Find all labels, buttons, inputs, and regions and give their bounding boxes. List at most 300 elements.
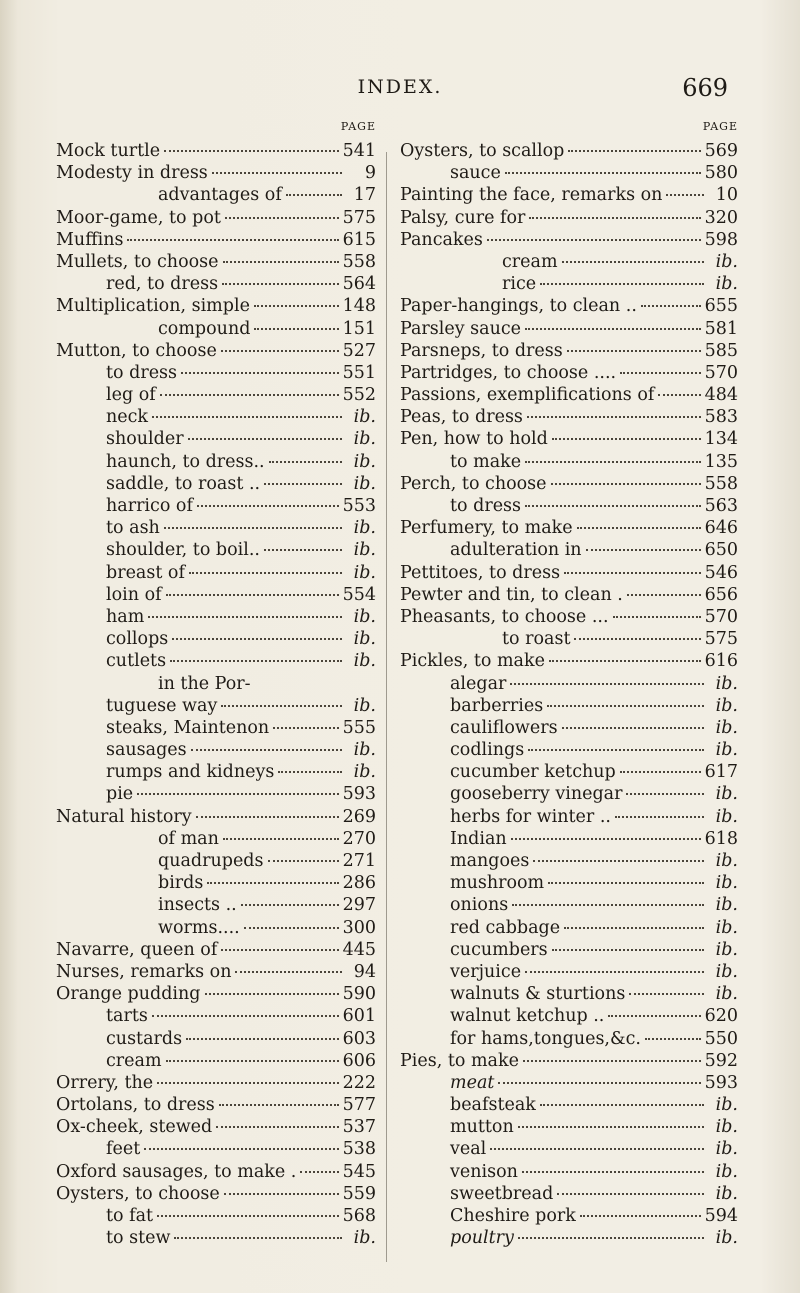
entry-label: Perch, to choose bbox=[400, 473, 547, 494]
entry-page-number: 445 bbox=[342, 939, 376, 960]
index-entry bbox=[56, 939, 376, 961]
entry-label: haunch, to dress.. bbox=[106, 451, 265, 472]
index-entry bbox=[56, 783, 376, 805]
index-entry bbox=[56, 806, 376, 828]
index-entry bbox=[56, 1094, 376, 1116]
entry-page-number: 546 bbox=[704, 562, 738, 583]
dot-leader bbox=[166, 1060, 339, 1062]
entry-page-number: 554 bbox=[342, 584, 376, 605]
entry-page-number: 592 bbox=[704, 1050, 738, 1071]
entry-label: neck bbox=[106, 407, 149, 428]
entry-label: walnuts & sturtions bbox=[450, 984, 626, 1005]
entry-page-number: 575 bbox=[342, 207, 376, 228]
index-entry bbox=[56, 318, 376, 340]
entry-page-number: 148 bbox=[342, 296, 376, 317]
dot-leader bbox=[512, 904, 704, 906]
dot-leader bbox=[627, 594, 701, 596]
index-entry bbox=[400, 562, 738, 584]
dot-leader bbox=[254, 305, 339, 307]
index-entry bbox=[56, 140, 376, 162]
index-entry bbox=[400, 961, 738, 983]
entry-label: verjuice bbox=[450, 961, 522, 982]
dot-leader bbox=[620, 372, 701, 374]
entry-label: ham bbox=[106, 606, 145, 627]
dot-leader bbox=[235, 971, 342, 973]
entry-label: venison bbox=[450, 1161, 518, 1182]
dot-leader bbox=[608, 1015, 700, 1017]
entry-label: to fat bbox=[106, 1206, 154, 1226]
dot-leader bbox=[223, 838, 339, 840]
index-entry bbox=[56, 1205, 376, 1227]
entry-label: cucumber ketchup bbox=[450, 762, 616, 783]
entry-label: sauce bbox=[450, 163, 501, 184]
entry-page-number: ib. bbox=[353, 740, 376, 761]
dot-leader bbox=[241, 904, 339, 906]
index-entry bbox=[400, 362, 738, 384]
entry-label: Palsy, cure for bbox=[400, 207, 526, 228]
dot-leader bbox=[269, 461, 342, 463]
entry-label: harrico of bbox=[106, 496, 193, 516]
entry-label: cream bbox=[502, 251, 558, 272]
index-entry bbox=[400, 251, 738, 273]
entry-page-number: 320 bbox=[704, 207, 738, 228]
entry-label: saddle, to roast .. bbox=[106, 473, 261, 494]
dot-leader bbox=[511, 838, 701, 840]
dot-leader bbox=[224, 1193, 339, 1195]
dot-leader bbox=[216, 1126, 338, 1128]
entry-page-number: ib. bbox=[715, 851, 738, 871]
index-entry bbox=[400, 473, 738, 495]
entry-label: Peas, to dress bbox=[400, 407, 523, 428]
entry-page-number: 558 bbox=[342, 251, 376, 272]
entry-label: Oxford sausages, to make . bbox=[56, 1161, 297, 1182]
dot-leader bbox=[164, 527, 342, 529]
index-entry bbox=[56, 1161, 376, 1183]
entry-label: mutton bbox=[450, 1117, 514, 1138]
entry-label: sausages bbox=[106, 740, 187, 761]
entry-page-number: ib. bbox=[715, 984, 738, 1005]
entry-page-number: 563 bbox=[704, 496, 738, 516]
entry-page-number: ib. bbox=[353, 651, 376, 672]
entry-page-number: ib. bbox=[715, 673, 738, 694]
dot-leader bbox=[144, 1148, 338, 1150]
entry-page-number: ib. bbox=[353, 429, 376, 450]
entry-page-number: 545 bbox=[342, 1161, 376, 1182]
entry-label: tarts bbox=[106, 1006, 148, 1027]
entry-label: leg of bbox=[106, 385, 156, 406]
dot-leader bbox=[127, 239, 338, 241]
dot-leader bbox=[525, 328, 701, 330]
index-entry bbox=[56, 761, 376, 783]
dot-leader bbox=[518, 1237, 704, 1239]
dot-leader bbox=[196, 816, 339, 818]
entry-label: adulteration in bbox=[450, 540, 582, 561]
entry-label: Navarre, queen of bbox=[56, 939, 218, 960]
index-entry bbox=[56, 562, 376, 584]
entry-page-number: ib. bbox=[353, 540, 376, 561]
entry-page-number: ib. bbox=[353, 518, 376, 539]
entry-label: Muffins bbox=[56, 229, 124, 250]
entry-label: feet bbox=[106, 1139, 141, 1160]
entry-page-number: 656 bbox=[704, 584, 738, 605]
index-entry bbox=[400, 983, 738, 1005]
index-entry bbox=[400, 628, 738, 650]
dot-leader bbox=[487, 239, 701, 241]
entry-page-number: ib. bbox=[715, 784, 738, 805]
entry-label: to make bbox=[450, 451, 522, 472]
entry-page-number: 537 bbox=[342, 1117, 376, 1138]
entry-label: sweetbread bbox=[450, 1183, 554, 1204]
index-entry bbox=[56, 251, 376, 273]
entry-page-number: ib. bbox=[715, 1183, 738, 1204]
dot-leader bbox=[568, 150, 700, 152]
entry-label: Indian bbox=[450, 828, 507, 849]
dot-leader bbox=[518, 1126, 704, 1128]
entry-label: pie bbox=[106, 784, 134, 805]
dot-leader bbox=[525, 505, 701, 507]
entry-label: Mullets, to choose bbox=[56, 251, 219, 272]
index-entry bbox=[56, 739, 376, 761]
entry-page-number: ib. bbox=[353, 407, 376, 428]
entry-page-number: 271 bbox=[342, 851, 376, 871]
entry-page-number: ib. bbox=[715, 917, 738, 938]
page-number: 669 bbox=[682, 74, 728, 102]
index-entry bbox=[56, 362, 376, 384]
index-entry bbox=[56, 295, 376, 317]
index-entry bbox=[400, 495, 738, 517]
index-entry bbox=[400, 517, 738, 539]
dot-leader bbox=[268, 860, 339, 862]
entry-label: meat bbox=[450, 1072, 495, 1093]
dot-leader bbox=[552, 949, 704, 951]
entry-label: Ortolans, to dress bbox=[56, 1095, 215, 1116]
entry-label: Paper-hangings, to clean .. bbox=[400, 296, 637, 317]
entry-page-number: 17 bbox=[353, 185, 376, 206]
dot-leader bbox=[189, 572, 342, 574]
entry-page-number: 616 bbox=[704, 651, 738, 672]
index-entry bbox=[56, 1005, 376, 1027]
index-entry bbox=[56, 1050, 376, 1072]
entry-page-number: ib. bbox=[715, 274, 738, 295]
dot-leader bbox=[525, 971, 704, 973]
entry-page-number: ib. bbox=[715, 1095, 738, 1116]
page-column-heading: PAGE bbox=[340, 120, 376, 133]
index-entry bbox=[400, 783, 738, 805]
dot-leader bbox=[523, 1060, 701, 1062]
index-entry bbox=[400, 539, 738, 561]
index-entry bbox=[400, 806, 738, 828]
index-entry bbox=[400, 939, 738, 961]
dot-leader bbox=[273, 727, 338, 729]
entry-label: Passions, exemplifications of bbox=[400, 385, 655, 406]
entry-label: Pen, how to hold bbox=[400, 429, 548, 450]
index-entry bbox=[400, 606, 738, 628]
index-entry bbox=[56, 917, 376, 939]
dot-leader bbox=[221, 705, 342, 707]
entry-label: veal bbox=[450, 1139, 487, 1160]
entry-label: breast of bbox=[106, 562, 185, 583]
dot-leader bbox=[540, 1104, 704, 1106]
index-entry bbox=[400, 384, 738, 406]
entry-page-number: 590 bbox=[342, 984, 376, 1005]
dot-leader bbox=[188, 438, 342, 440]
dot-leader bbox=[528, 749, 704, 751]
dot-leader bbox=[629, 993, 704, 995]
dot-leader bbox=[666, 194, 704, 196]
entry-page-number: ib. bbox=[715, 873, 738, 894]
entry-page-number: 134 bbox=[704, 429, 738, 450]
entry-list bbox=[56, 140, 376, 1249]
dot-leader bbox=[221, 350, 339, 352]
dot-leader bbox=[613, 616, 701, 618]
entry-label: to ash bbox=[106, 518, 160, 539]
entry-page-number: 617 bbox=[704, 762, 738, 783]
entry-page-number: 527 bbox=[342, 340, 376, 361]
dot-leader bbox=[278, 771, 342, 773]
entry-label: rumps and kidneys bbox=[106, 762, 275, 783]
entry-page-number: ib. bbox=[715, 1161, 738, 1182]
entry-label: in the Por- bbox=[158, 673, 251, 694]
entry-page-number: 580 bbox=[704, 163, 738, 184]
dot-leader bbox=[551, 483, 701, 485]
entry-label: to dress bbox=[106, 362, 178, 383]
entry-label: steaks, Maintenon bbox=[106, 717, 270, 738]
index-entry bbox=[400, 1094, 738, 1116]
index-entry bbox=[400, 761, 738, 783]
entry-label: cream bbox=[106, 1050, 162, 1071]
entry-label: Pewter and tin, to clean . bbox=[400, 584, 623, 605]
running-title: INDEX. bbox=[357, 76, 443, 98]
dot-leader bbox=[174, 1237, 342, 1239]
entry-page-number: 94 bbox=[353, 961, 376, 982]
index-entry bbox=[400, 273, 738, 295]
index-entry bbox=[400, 162, 738, 184]
entry-label: Orrery, the bbox=[56, 1072, 154, 1093]
entry-label: Natural history bbox=[56, 806, 192, 827]
entry-label: to dress bbox=[450, 496, 522, 516]
entry-label: beafsteak bbox=[450, 1095, 536, 1116]
entry-page-number: 559 bbox=[342, 1183, 376, 1204]
entry-label: Multiplication, simple bbox=[56, 296, 250, 317]
index-entry bbox=[400, 140, 738, 162]
entry-page-number: ib. bbox=[353, 606, 376, 627]
entry-page-number: 646 bbox=[704, 518, 738, 539]
index-entry bbox=[400, 739, 738, 761]
dot-leader bbox=[186, 1038, 339, 1040]
dot-leader bbox=[264, 549, 342, 551]
entry-label: shoulder, to boil.. bbox=[106, 540, 260, 561]
entry-page-number: 297 bbox=[342, 895, 376, 916]
entry-page-number: 10 bbox=[715, 185, 738, 206]
dot-leader bbox=[254, 328, 338, 330]
dot-leader bbox=[164, 150, 339, 152]
entry-list bbox=[400, 140, 738, 1249]
index-entry bbox=[400, 1205, 738, 1227]
dot-leader bbox=[225, 217, 339, 219]
dot-leader bbox=[547, 705, 704, 707]
index-entry bbox=[400, 184, 738, 206]
index-entry bbox=[56, 207, 376, 229]
index-entry bbox=[400, 318, 738, 340]
entry-label: loin of bbox=[106, 584, 162, 605]
entry-label: herbs for winter .. bbox=[450, 806, 611, 827]
dot-leader bbox=[160, 394, 339, 396]
index-entry bbox=[56, 894, 376, 916]
dot-leader bbox=[172, 638, 342, 640]
entry-page-number: 151 bbox=[342, 318, 376, 339]
entry-label: onions bbox=[450, 895, 509, 916]
entry-page-number: 593 bbox=[342, 784, 376, 805]
index-entry bbox=[56, 1183, 376, 1205]
entry-label: of man bbox=[158, 828, 219, 849]
dot-leader bbox=[181, 372, 339, 374]
index-column-left bbox=[56, 120, 376, 1249]
index-entry bbox=[400, 1005, 738, 1027]
dot-leader bbox=[522, 1171, 704, 1173]
dot-leader bbox=[207, 882, 338, 884]
entry-page-number: 606 bbox=[342, 1050, 376, 1071]
index-entry bbox=[56, 184, 376, 206]
entry-page-number: 269 bbox=[342, 806, 376, 827]
dot-leader bbox=[137, 793, 338, 795]
index-entry bbox=[56, 1138, 376, 1160]
dot-leader bbox=[615, 816, 704, 818]
entry-label: for hams,tongues,&c. bbox=[450, 1028, 641, 1049]
dot-leader bbox=[645, 1038, 701, 1040]
index-entry bbox=[400, 229, 738, 251]
dot-leader bbox=[157, 1082, 338, 1084]
index-entry bbox=[56, 584, 376, 606]
index-entry bbox=[56, 229, 376, 251]
entry-label: cauliflowers bbox=[450, 717, 558, 738]
dot-leader bbox=[552, 438, 701, 440]
entry-page-number: 538 bbox=[342, 1139, 376, 1160]
index-entry bbox=[56, 606, 376, 628]
entry-page-number: 9 bbox=[364, 163, 376, 184]
entry-page-number: ib. bbox=[715, 939, 738, 960]
dot-leader bbox=[557, 1193, 704, 1195]
dot-leader bbox=[529, 217, 700, 219]
entry-page-number: 583 bbox=[704, 407, 738, 428]
entry-page-number: 555 bbox=[342, 717, 376, 738]
index-entry bbox=[56, 1116, 376, 1138]
dot-leader bbox=[540, 283, 704, 285]
dot-leader bbox=[505, 172, 701, 174]
entry-label: Pies, to make bbox=[400, 1050, 519, 1071]
dot-leader bbox=[580, 1215, 701, 1217]
entry-page-number: 593 bbox=[704, 1072, 738, 1093]
index-entry bbox=[56, 340, 376, 362]
entry-page-number: 552 bbox=[342, 385, 376, 406]
index-entry bbox=[56, 872, 376, 894]
page-column-heading: PAGE bbox=[702, 120, 738, 133]
index-entry bbox=[56, 650, 376, 672]
index-entry bbox=[56, 384, 376, 406]
dot-leader bbox=[562, 727, 704, 729]
entry-label: tuguese way bbox=[106, 695, 218, 716]
page-header bbox=[0, 76, 800, 106]
entry-page-number: ib. bbox=[715, 806, 738, 827]
index-entry bbox=[400, 451, 738, 473]
entry-page-number: 570 bbox=[704, 362, 738, 383]
dot-leader bbox=[152, 1015, 339, 1017]
entry-page-number: 568 bbox=[342, 1206, 376, 1226]
entry-label: Mock turtle bbox=[56, 141, 161, 161]
entry-label: Partridges, to choose .... bbox=[400, 362, 617, 383]
entry-page-number: 270 bbox=[342, 828, 376, 849]
entry-label: walnut ketchup .. bbox=[450, 1006, 605, 1027]
index-entry bbox=[400, 1028, 738, 1050]
entry-label: Nurses, remarks on bbox=[56, 961, 232, 982]
entry-page-number: 650 bbox=[704, 540, 738, 561]
index-entry bbox=[56, 961, 376, 983]
entry-label: compound bbox=[158, 318, 251, 339]
entry-page-number: 551 bbox=[342, 362, 376, 383]
index-entry bbox=[56, 406, 376, 428]
entry-page-number: ib. bbox=[715, 251, 738, 272]
entry-label: Oysters, to scallop bbox=[400, 141, 565, 161]
entry-page-number: ib. bbox=[715, 1117, 738, 1138]
entry-page-number: 564 bbox=[342, 274, 376, 295]
dot-leader bbox=[549, 660, 701, 662]
entry-label: Cheshire pork bbox=[450, 1206, 576, 1226]
dot-leader bbox=[586, 549, 701, 551]
entry-label: shoulder bbox=[106, 429, 184, 450]
index-entry bbox=[56, 1072, 376, 1094]
index-entry bbox=[400, 650, 738, 672]
entry-label: collops bbox=[106, 629, 169, 650]
entry-page-number: ib. bbox=[715, 1139, 738, 1160]
index-entry bbox=[400, 584, 738, 606]
dot-leader bbox=[212, 172, 342, 174]
dot-leader bbox=[219, 1104, 339, 1106]
entry-page-number: 585 bbox=[704, 340, 738, 361]
dot-leader bbox=[567, 350, 701, 352]
index-entry bbox=[400, 872, 738, 894]
index-entry bbox=[56, 695, 376, 717]
entry-label: to stew bbox=[106, 1228, 171, 1249]
entry-page-number: ib. bbox=[353, 762, 376, 783]
entry-page-number: 569 bbox=[704, 141, 738, 161]
index-entry bbox=[56, 473, 376, 495]
entry-label: custards bbox=[106, 1028, 183, 1049]
index-column-right bbox=[400, 120, 738, 1249]
dot-leader bbox=[300, 1171, 338, 1173]
index-entry bbox=[56, 1028, 376, 1050]
dot-leader bbox=[562, 261, 704, 263]
entry-page-number: ib. bbox=[353, 451, 376, 472]
index-entry bbox=[56, 717, 376, 739]
entry-label: codlings bbox=[450, 740, 525, 761]
dot-leader bbox=[197, 505, 339, 507]
index-entry bbox=[56, 539, 376, 561]
entry-page-number: 601 bbox=[342, 1006, 376, 1027]
index-entry bbox=[400, 207, 738, 229]
dot-leader bbox=[490, 1148, 704, 1150]
entry-page-number: 603 bbox=[342, 1028, 376, 1049]
entry-page-number: ib. bbox=[353, 695, 376, 716]
entry-label: Parsneps, to dress bbox=[400, 340, 563, 361]
entry-page-number: 577 bbox=[342, 1095, 376, 1116]
dot-leader bbox=[574, 638, 700, 640]
index-entry bbox=[56, 162, 376, 184]
dot-leader bbox=[626, 793, 704, 795]
dot-leader bbox=[658, 394, 700, 396]
entry-page-number: ib. bbox=[353, 473, 376, 494]
dot-leader bbox=[548, 882, 704, 884]
dot-leader bbox=[223, 261, 339, 263]
index-entry bbox=[56, 673, 376, 695]
